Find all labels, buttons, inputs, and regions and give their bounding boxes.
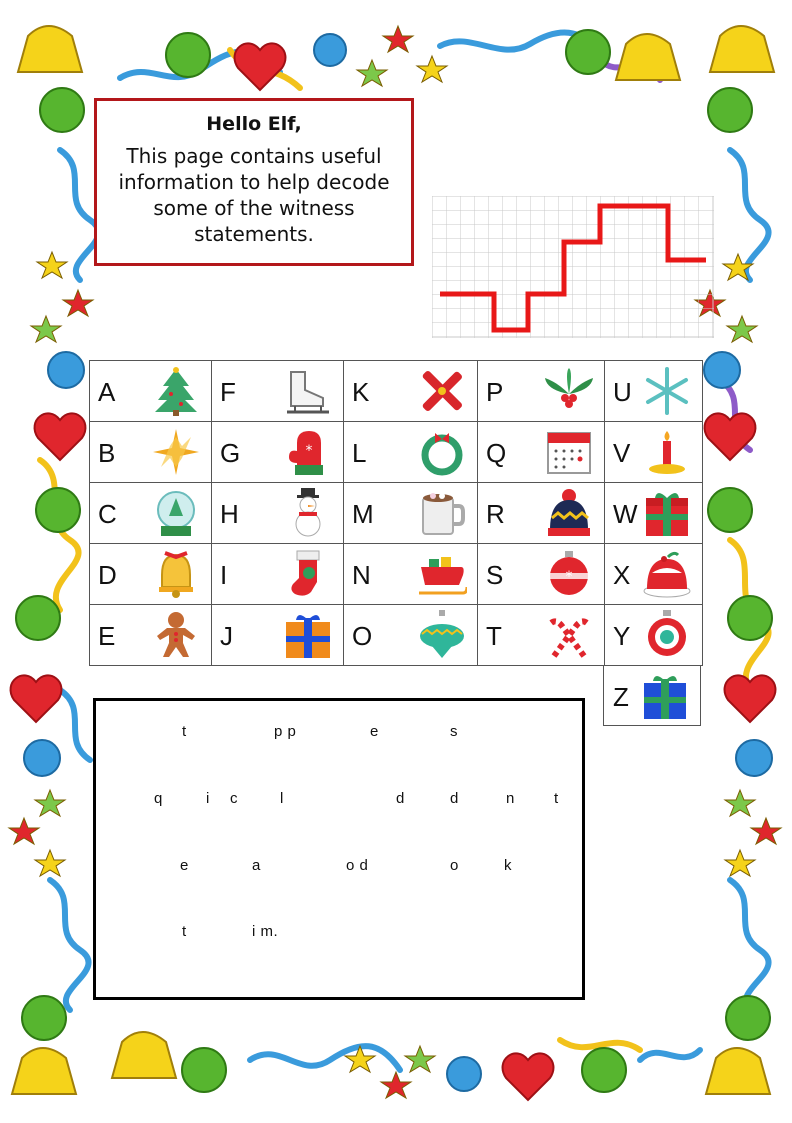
message-char: n xyxy=(506,790,515,807)
message-char: o d xyxy=(346,857,369,874)
cipher-cell-q: Q xyxy=(478,422,605,483)
message-char: e xyxy=(370,723,379,740)
message-char: l xyxy=(280,790,284,807)
cipher-key-table xyxy=(89,360,703,666)
cipher-cell-z: Z xyxy=(603,666,701,726)
message-char: d xyxy=(450,790,459,807)
gold-star-icon xyxy=(151,427,201,477)
message-char: i xyxy=(206,790,210,807)
cipher-cell-h: H xyxy=(212,483,344,544)
cipher-cell-k: K xyxy=(344,361,478,422)
message-char: i m. xyxy=(252,923,279,940)
cipher-cell-n: N xyxy=(344,544,478,605)
snow-globe-icon xyxy=(151,488,201,538)
red-bauble-icon xyxy=(544,549,594,599)
cipher-cell-f: F xyxy=(212,361,344,422)
hot-chocolate-mug-icon xyxy=(417,488,467,538)
svg-text:*: * xyxy=(305,443,313,459)
cipher-cell-g: G * xyxy=(212,422,344,483)
calendar-icon xyxy=(544,427,594,477)
cipher-cell-y: Y xyxy=(605,605,703,666)
teal-bauble-icon xyxy=(417,610,467,660)
cipher-cell-r: R xyxy=(478,483,605,544)
cipher-cell-w: W xyxy=(605,483,703,544)
message-char: k xyxy=(504,857,512,874)
cipher-cell-i: I xyxy=(212,544,344,605)
ornament-icon xyxy=(642,610,692,660)
cipher-cell-l: L xyxy=(344,422,478,483)
wreath-icon xyxy=(417,427,467,477)
christmas-pudding-icon xyxy=(642,549,692,599)
snowflake-icon xyxy=(642,366,692,416)
cipher-cell-u: U xyxy=(605,361,703,422)
christmas-tree-icon xyxy=(151,366,201,416)
cipher-cell-t: T xyxy=(478,605,605,666)
cipher-cell-m: M xyxy=(344,483,478,544)
bobble-hat-icon xyxy=(544,488,594,538)
candy-canes-icon xyxy=(544,610,594,660)
message-char: p p xyxy=(274,723,297,740)
message-char: d xyxy=(396,790,405,807)
orange-present-icon xyxy=(283,610,333,660)
note-greeting: Hello Elf, xyxy=(206,113,302,135)
stocking-icon xyxy=(283,549,333,599)
message-char: o xyxy=(450,857,459,874)
cipher-cell-v: V xyxy=(605,422,703,483)
cipher-cell-j: J xyxy=(212,605,344,666)
cipher-cell-a: A xyxy=(90,361,212,422)
note-body: This page contains useful information to help decode some of the witness statements. xyxy=(118,144,390,246)
message-char: a xyxy=(252,857,261,874)
note-box xyxy=(94,98,414,266)
cipher-cell-x: X xyxy=(605,544,703,605)
cipher-cell-p: P xyxy=(478,361,605,422)
sleigh-icon xyxy=(417,549,467,599)
cipher-cell-c: C xyxy=(90,483,212,544)
gingerbread-man-icon xyxy=(151,610,201,660)
cipher-cell-e: E xyxy=(90,605,212,666)
coded-message-box xyxy=(93,698,585,1000)
message-char: t xyxy=(554,790,559,807)
cipher-cell-s: S * xyxy=(478,544,605,605)
blue-present-icon xyxy=(640,671,690,721)
cracker-icon xyxy=(417,366,467,416)
holly-icon xyxy=(544,366,594,416)
ice-skate-icon xyxy=(283,366,333,416)
bell-icon xyxy=(151,549,201,599)
grid-path-figure xyxy=(432,196,714,338)
mitten-icon xyxy=(283,427,333,477)
cipher-cell-b: B xyxy=(90,422,212,483)
message-char: c xyxy=(230,790,238,807)
svg-text:*: * xyxy=(565,569,573,585)
message-char: s xyxy=(450,723,458,740)
message-char: e xyxy=(180,857,189,874)
message-char: q xyxy=(154,790,163,807)
red-present-icon xyxy=(642,488,692,538)
message-char: t xyxy=(182,923,187,940)
message-char: t xyxy=(182,723,187,740)
snowman-icon xyxy=(283,488,333,538)
candle-icon xyxy=(642,427,692,477)
cipher-cell-o: O xyxy=(344,605,478,666)
cipher-cell-d: D xyxy=(90,544,212,605)
